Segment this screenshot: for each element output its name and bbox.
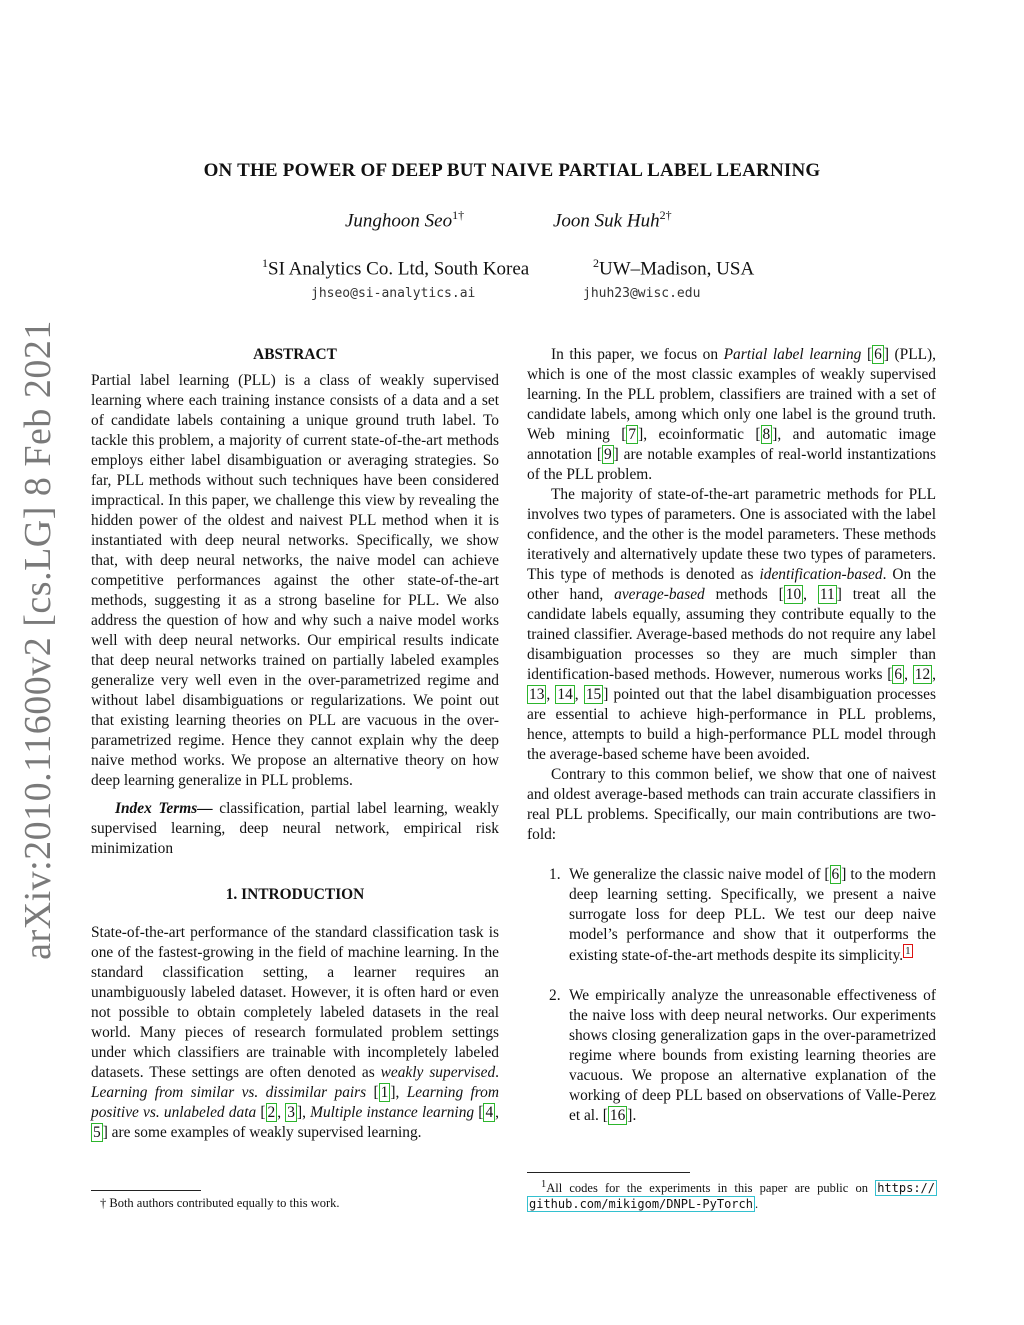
contributions-list: [527, 865, 936, 1126]
text-run: [: [256, 1104, 266, 1121]
footnote-marker[interactable]: 1: [905, 945, 911, 957]
text-run: ,: [803, 586, 818, 603]
text-run: ,: [495, 1104, 499, 1121]
code-url-link-continued[interactable]: github.com/mikigom/DNPL-PyTorch: [529, 1197, 753, 1212]
arxiv-identifier: arXiv:2010.11600v2 [cs.LG] 8 Feb 2021: [17, 320, 59, 960]
author-2: [553, 208, 672, 232]
left-column: [91, 345, 499, 1143]
index-terms-label: Index Terms—: [115, 800, 213, 817]
emphasis: Partial label learning: [723, 346, 862, 363]
text-run: ,: [574, 686, 584, 703]
author-1-name: Junghoon Seo: [345, 210, 453, 232]
text-run: The majority of state-of-the-art parametric methods for PLL involves two types of parameters. One is associated with the label confidence, and the other is the model parameters. These methods iteratively and alternatively update these two types of parameters. This type of methods is denoted as: [527, 486, 936, 583]
text-run: ] treat all the candidate labels equally, assuming they contribute equally to the trained classifier. Average-based methods do not require any label disambiguation processes so they are much simpler than identification-based methods. However, numerous works [: [527, 586, 936, 683]
text-run: ,: [277, 1104, 286, 1121]
affiliation-1-text: SI Analytics Co. Ltd, South Korea: [268, 258, 530, 280]
introduction-heading: 1. INTRODUCTION: [225, 886, 365, 903]
list-item: 1. We generalize the classic naive model of [ 6 ] to the modern deep learning setting. Specifically, we present a naive surrogate loss for deep PLL. We test our deep naive model’s performance and show that it outperforms the existing state-of-the-art methods despite its simplicity. $^1$: [549, 866, 936, 965]
citation-link[interactable]: 16: [609, 1107, 626, 1125]
text-run: [: [474, 1104, 484, 1121]
citation-link[interactable]: 10: [785, 586, 802, 603]
right-paragraph-3: Contrary to this common belief, we show that one of naivest and oldest average-based methods can train accurate classifiers in real PLL problems. Specifically, our main contributions are two-fold:: [527, 766, 936, 843]
index-terms: [91, 799, 499, 859]
text-run: methods [: [704, 586, 784, 603]
text-run: We generalize the classic naive model of: [569, 866, 825, 883]
affiliation-2-text: UW–Madison, USA: [599, 258, 755, 280]
text-run: ],: [296, 1104, 311, 1121]
citation-link[interactable]: 8: [762, 426, 771, 443]
footnote-left: † Both authors contributed equally to this work.: [100, 1196, 340, 1210]
affiliation-1: [262, 256, 529, 280]
text-run: [366, 1084, 373, 1101]
affiliation-2-sup: 2: [593, 256, 599, 270]
citation-link[interactable]: 5: [93, 1124, 101, 1141]
citation-link[interactable]: 14: [557, 686, 573, 703]
affiliation-1-sup: 1: [262, 256, 268, 270]
text-run: ,: [932, 666, 937, 683]
citation-link[interactable]: 9: [603, 446, 612, 463]
text-run: ] pointed out that the label disambiguation processes are essential to achieve high-performance in PLL problems, hence, attempts to build a high-performance PLL model through the average-based scheme have been avoided.: [527, 686, 936, 763]
paper-title: ON THE POWER OF DEEP BUT NAIVE PARTIAL LABEL LEARNING: [203, 160, 821, 181]
list-number: 1.: [549, 866, 561, 883]
text-run: We empirically analyze the unreasonable effectiveness of the naive loss with deep neural networks. Our experiments shows closing generalization gaps in the over-parametrized regime where bounds from existing learning theories are vacuous. We propose an alternative explanation of the working of deep PLL based on observations of Valle-Perez et al.: [569, 987, 936, 1125]
emphasis: average-based: [614, 586, 705, 603]
arxiv-sidebar: [8, 320, 68, 960]
citation-link[interactable]: 11: [819, 586, 835, 603]
text-run: State-of-the-art performance of the standard classification task is one of the fastest-growing in the field of machine learning. In the standard classification setting, a learner requires an unambiguously labeled dataset. However, it is often hard or even not possible to obtain completely labeled datasets in the real world. Many pieces of research formulated problem settings under which classifiers are trainable with incompletely labeled datasets. These settings are often denoted as: [91, 924, 499, 1081]
text-run: are notable examples of real-world instantizations of the PLL problem.: [527, 446, 936, 483]
author-2-name: Joon Suk Huh: [553, 210, 660, 232]
citation-link[interactable]: 13: [529, 686, 545, 703]
author-1-sup: 1†: [452, 208, 465, 222]
text-run: . On the other hand,: [527, 566, 937, 603]
citation-link[interactable]: 6: [874, 346, 882, 363]
citation-link[interactable]: 1: [380, 1084, 389, 1101]
text-run: ,: [546, 686, 556, 703]
emphasis: weakly supervised: [380, 1064, 496, 1081]
author-1: [345, 208, 464, 232]
footnote-rule-left: [91, 1190, 201, 1191]
author-2-sup: 2†: [659, 208, 672, 222]
text-run: ,: [395, 1084, 407, 1101]
citation-link[interactable]: 3: [287, 1104, 295, 1121]
intro-paragraph: State-of-the-art performance of the standard classification task is one of the fastest-growing in the field of machine learning. In the standard classification setting, a learner requires an unambiguously labeled dataset. However, it is often hard or even not possible to obtain completely labeled datasets in the real world. Many pieces of research formulated problem settings under which classifiers are trainable with incompletely labeled datasets. These settings are often denoted as weakly supervised. Learning from similar vs. dissimilar pairs [ 1 ], Learning from positive vs. unlabeled data [ 2 , 3 ], Multiple instance learning [ 4 , 5 ] are some examples of weakly supervised learning.: [91, 924, 499, 1141]
text-run: to the modern deep learning setting. Specifically, we present a naive surrogate loss for deep PLL. We test our deep naive model’s performance and show that it outperforms the existing state-of-the-art methods despite its simplicity.: [569, 866, 936, 965]
email-2: jhuh23@wisc.edu: [583, 286, 701, 301]
text-run: In this paper, we focus on: [551, 346, 724, 363]
citation-link[interactable]: 6: [831, 866, 840, 883]
emphasis: Learning from positive vs. unlabeled data: [91, 1084, 499, 1121]
text-run: (PLL), which is one of the most classic examples of weakly supervised learning. In the PLL problem, classifiers are trained with a set of candidate labels, among which only one label is the ground truth. Web mining: [527, 346, 936, 443]
footnote-right: [527, 1177, 937, 1212]
citation-link[interactable]: 6: [894, 666, 903, 683]
text-run: ] are some examples of weakly supervised learning.: [102, 1124, 422, 1141]
right-paragraph-1: In this paper, we focus on Partial label learning [ 6 ] (PLL), which is one of the most classic examples of weakly supervised learning. In the PLL problem, classifiers are trained with a set of candidate labels, among which only one label is the ground truth. Web mining [ 7 ], ecoinformatic [ 8 ], and automatic image annotation [ 9 ] are notable examples of real-world instantizations of the PLL problem.: [527, 346, 936, 483]
citation-link[interactable]: 4: [485, 1104, 494, 1121]
text-run: , ecoinformatic: [643, 426, 756, 443]
list-item: 2. We empirically analyze the unreasonable effectiveness of the naive loss with deep neural networks. Our experiments shows closing generalization gaps in the over-parametrized regime where bounds from existing learning theories are vacuous. We propose an alternative explanation of the working of deep PLL based on observations of Valle-Perez et al. [ 16 ].: [549, 987, 936, 1125]
footnote-number: 1: [541, 1179, 547, 1190]
text-run: , and automatic image annotation: [527, 426, 936, 463]
emphasis: Learning from similar vs. dissimilar pairs: [91, 1084, 367, 1101]
citation-link[interactable]: 2: [267, 1104, 276, 1121]
text-run: ,: [904, 666, 913, 683]
text-run: [861, 346, 867, 363]
citation-link[interactable]: 15: [585, 686, 602, 703]
citation-link[interactable]: 7: [628, 426, 637, 443]
right-paragraph-2: [527, 485, 936, 765]
abstract-text: Partial label learning (PLL) is a class of weakly supervised learning where each training instance consists of a data and a set of candidate labels containing a unique ground truth label. To tackle this problem, a majority of current state-of-the-art methods employs either label disambiguation or averaging strategies. So far, PLL methods without such techniques have been considered impractical. In this paper, we challenge this view by revealing the hidden power of the oldest and naivest PLL method when it is instantiated with deep neural networks. Specifically, we show that, with deep neural networks, the naive model can achieve competitive performances against the other state-of-the-art methods, suggesting it as a strong baseline for PLL. We also address the question of how and why such a naive model works well with deep neural networks. Our empirical results indicate that deep neural networks trained on partially labeled examples generalize very well even in the over-parametrized regime and without label disambiguations or regularizations. We point out that existing learning theories on PLL are vacuous in the over-parametrized regime. Hence they cannot explain why the deep naive method works. We propose an alternative theory on how deep learning generalize in PLL problems.: [91, 372, 499, 789]
list-number: 2.: [549, 987, 561, 1005]
emphasis: identification-based: [759, 566, 883, 583]
abstract-heading: ABSTRACT: [253, 346, 337, 363]
citation-link[interactable]: 12: [914, 666, 931, 683]
email-1: jhseo@si-analytics.ai: [311, 286, 476, 301]
text-run: .: [495, 1064, 499, 1081]
right-column: [527, 345, 936, 1126]
index-terms-text: classification, partial label learning, weakly supervised learning, deep neural network, empirical risk minimization: [91, 800, 499, 857]
text-run: .: [632, 1107, 637, 1125]
affiliation-2: [593, 256, 754, 280]
footnote-rule-right: [527, 1172, 690, 1173]
emphasis: Multiple instance learning: [310, 1104, 475, 1121]
footnote-end: .: [754, 1197, 759, 1212]
code-url-link[interactable]: https://: [877, 1181, 935, 1196]
footnote-text: All codes for the experiments in this paper are public on: [546, 1181, 876, 1196]
